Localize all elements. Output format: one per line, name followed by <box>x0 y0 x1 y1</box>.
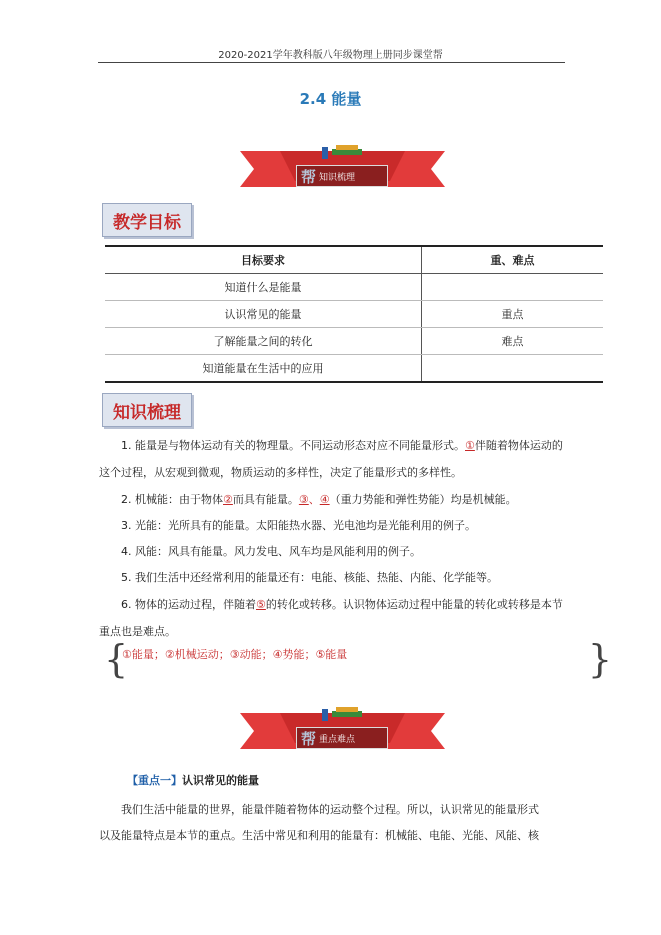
section-heading-goals: 教学目标 <box>102 203 192 237</box>
table-row <box>105 301 603 328</box>
header-divider <box>98 62 565 63</box>
goals-table <box>105 245 603 383</box>
table-header-level: 重、难点 <box>422 246 604 274</box>
knowledge-item-5: 5. 我们生活中还经常利用的能量还有：电能、核能、热能、内能、化学能等。 <box>121 571 498 584</box>
text: 而具有能量。 <box>232 493 299 506</box>
ribbon-text: 重点难点 <box>319 734 356 745</box>
knowledge-item-3: 3. 光能：光所具有的能量。太阳能热水器、光电池均是光能利用的例子。 <box>121 519 476 532</box>
page-header: 2020-2021学年教科版八年级物理上册同步课堂帮 <box>218 50 443 61</box>
goal-cell: 知道能量在生活中的应用 <box>105 355 422 383</box>
key-point-tag: 【重点一】 <box>127 774 182 787</box>
table-header-goal: 目标要求 <box>105 246 422 274</box>
blank-marker: ④ <box>319 493 330 506</box>
key-point-title: 认识常见的能量 <box>182 774 259 787</box>
text: 的转化或转移。认识物体运动过程中能量的转化或转移是 <box>265 598 541 611</box>
goal-cell: 知道什么是能量 <box>105 274 422 301</box>
table-row <box>105 274 603 301</box>
text: 动的这个过程，从宏观到微观，物质运动的多样性，决定了能量形式的多样性。 <box>99 439 563 479</box>
blank-marker: ① <box>465 439 475 452</box>
ribbon-label <box>296 727 388 749</box>
table-row <box>105 328 603 355</box>
right-brace: } <box>587 637 612 681</box>
text: 2. 机械能：由于物体 <box>121 493 223 506</box>
level-cell <box>422 274 604 301</box>
key-text-line-2: 以及能量特点是本节的重点。生活中常见和利用的能量有：机械能、电能、光能、风能、核 <box>99 829 539 842</box>
text: （重力势能和弹性势能）均是机械能。 <box>329 493 517 506</box>
text: 、 <box>308 493 320 506</box>
text: 6. 物体的运动过程，伴随着 <box>121 598 256 611</box>
answer-key: ①能量；②机械运动；③动能；④势能；⑤能量 <box>122 648 348 661</box>
ribbon-char: 帮 <box>301 729 317 748</box>
blank-marker: ⑤ <box>256 598 266 611</box>
knowledge-item-4: 4. 风能：风具有能量。风力发电、风车均是风能利用的例子。 <box>121 545 421 558</box>
table-row <box>105 355 603 383</box>
blank-marker: ③ <box>298 493 309 506</box>
knowledge-item-6 <box>99 591 565 645</box>
ribbon-char: 帮 <box>301 167 317 186</box>
knowledge-item-1 <box>99 432 565 486</box>
ribbon-banner-keypoints <box>240 707 445 755</box>
blank-marker: ② <box>223 493 233 506</box>
level-cell <box>422 355 604 383</box>
left-brace: { <box>104 637 129 681</box>
ribbon-banner-knowledge <box>240 145 445 193</box>
level-cell: 重点 <box>422 301 604 328</box>
knowledge-item-2 <box>121 486 587 513</box>
goal-cell: 认识常见的能量 <box>105 301 422 328</box>
page-title: 2.4 能量 <box>299 90 362 108</box>
text: 伴随着物体运 <box>474 439 541 452</box>
ribbon-label <box>296 165 388 187</box>
goal-cell: 了解能量之间的转化 <box>105 328 422 355</box>
key-point-heading <box>127 772 259 788</box>
text: 本节重点也是难点。 <box>99 598 563 638</box>
text: 1. 能量是与物体运动有关的物理量。不同运动形态对应不同能量形式。 <box>121 439 465 452</box>
ribbon-text: 知识梳理 <box>319 172 356 183</box>
key-text-line-1: 我们生活中能量的世界，能量伴随着物体的运动整个过程。所以，认识常见的能量形式 <box>121 803 539 816</box>
level-cell: 难点 <box>422 328 604 355</box>
section-heading-knowledge: 知识梳理 <box>102 393 192 427</box>
